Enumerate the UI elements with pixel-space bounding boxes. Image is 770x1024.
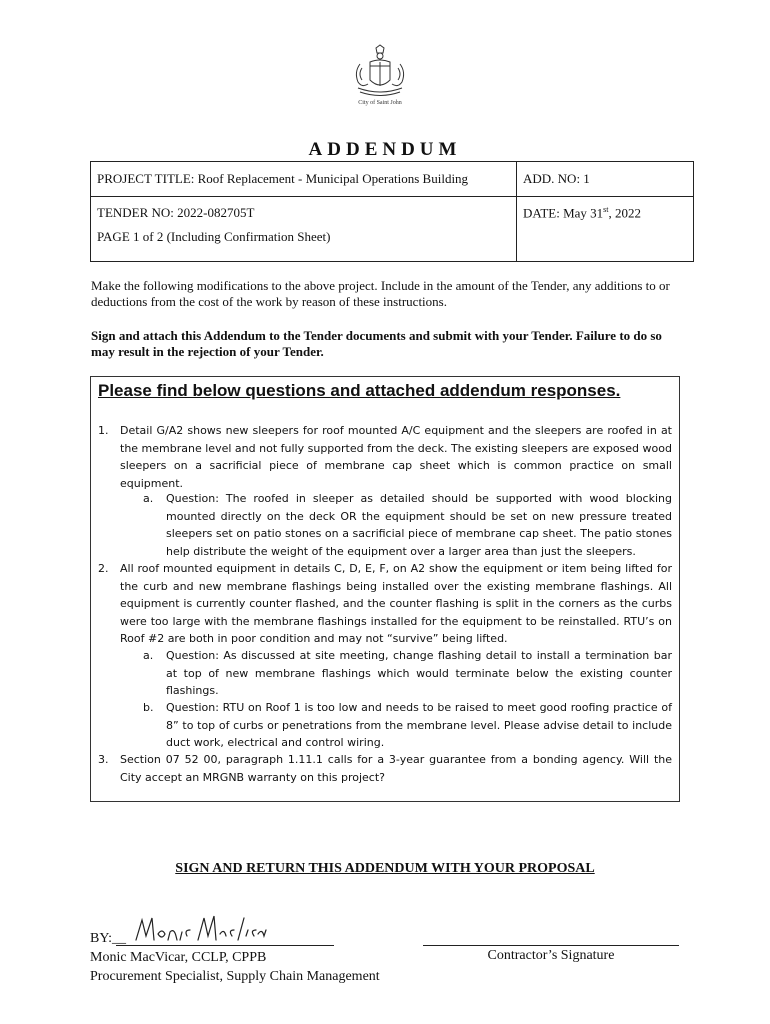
responses-heading: Please find below questions and attached addendum responses. bbox=[98, 381, 621, 400]
date-cell: DATE: May 31st, 2022 bbox=[517, 197, 694, 230]
responses-box bbox=[90, 376, 680, 802]
contractor-signature-label: Contractor’s Signature bbox=[487, 948, 615, 963]
signer-title: Procurement Specialist, Supply Chain Management bbox=[90, 969, 380, 984]
sub-question-item: Question: RTU on Roof 1 is too low and needs to be raised to meet good roofing practice of 8” to top of curbs or penetrations from the membrane level. Please advise detail to include duct work, electrical and control wiring. bbox=[166, 701, 672, 749]
question-item: Detail G/A2 shows new sleepers for roof mounted A/C equipment and the sleepers are roofed in at the membrane level and not fully supported from the deck. The existing sleepers are exposed wood sleepers on a sacrificial piece of membrane cap sheet which is common practice on small equipment. bbox=[120, 424, 672, 490]
contractor-signature-line bbox=[423, 945, 679, 946]
sub-question-item: Question: The roofed in sleeper as detailed should be supported with wood blocking mounted directly on the deck OR the equipment should be set on new pressure treated sleepers set on patio stones on a sacrificial piece of membrane cap sheet. The patio stones help distribute the weight of the equipment over a larger area than just the sleepers. bbox=[166, 492, 672, 558]
empty-cell bbox=[517, 229, 694, 262]
sub-item-label: b. bbox=[143, 701, 154, 714]
addendum-number-cell: ADD. NO: 1 bbox=[517, 162, 694, 197]
sign-return-heading: SIGN AND RETURN THIS ADDENDUM WITH YOUR PROPOSAL bbox=[175, 861, 595, 876]
question-item: Section 07 52 00, paragraph 1.11.1 calls for a 3-year guarantee from a bonding agency. Will the City accept an MRGNB warranty on this project? bbox=[120, 753, 672, 784]
page-count-cell: PAGE 1 of 2 (Including Confirmation Sheet) bbox=[91, 229, 517, 262]
intro-paragraph: Make the following modifications to the above project. Include in the amount of the Tender, any additions to or deductions from the cost of the work by reason of these instructions. bbox=[91, 278, 670, 309]
handwritten-signature bbox=[132, 906, 272, 950]
project-title-cell: PROJECT TITLE: Roof Replacement - Municipal Operations Building bbox=[91, 162, 517, 197]
question-item: All roof mounted equipment in details C, D, E, F, on A2 show the equipment or item being lifted for the curb and new membrane flashings being installed over the existing membrane flashings. All equipment is currently counter flashed, and the counter flashing is split in the corners as the curbs were too large with the membrane flashings installed for the equipment to be reinstalled. RTU’s on Roof #2 are both in poor condition and may not “survive” being lifted. bbox=[120, 562, 672, 645]
item-number: 2. bbox=[98, 562, 109, 575]
by-label: BY:__ bbox=[90, 931, 127, 946]
sub-item-label: a. bbox=[143, 649, 154, 662]
signer-block bbox=[90, 948, 380, 986]
sub-question-item: Question: As discussed at site meeting, change flashing detail to install a termination bar at top of new membrane flashings which would terminate below the existing counter flashings. bbox=[166, 649, 672, 697]
sub-item-label: a. bbox=[143, 492, 154, 505]
tender-number-cell: TENDER NO: 2022-082705T bbox=[91, 197, 517, 230]
signer-name: Monic MacVicar, CCLP, CPPB bbox=[90, 950, 267, 965]
instruction-paragraph: Sign and attach this Addendum to the Tender documents and submit with your Tender. Failure to do so may result in the rejection of your Tender. bbox=[91, 328, 662, 359]
document-title: ADDENDUM bbox=[308, 139, 462, 160]
addendum-header-table bbox=[90, 161, 694, 262]
logo-caption: City of Saint John bbox=[358, 100, 402, 106]
item-number: 3. bbox=[98, 753, 109, 766]
item-number: 1. bbox=[98, 424, 109, 437]
